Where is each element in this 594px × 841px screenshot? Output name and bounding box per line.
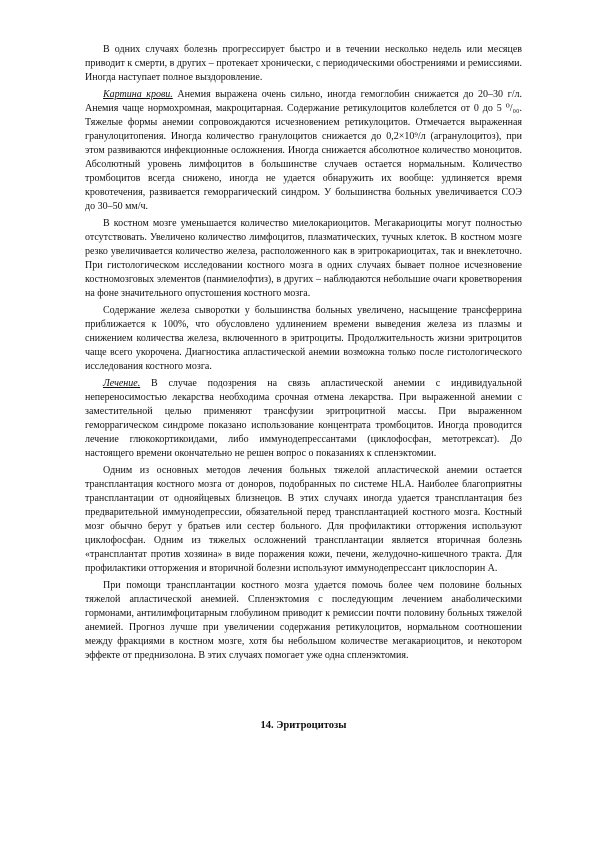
paragraph-blood-picture [85,88,522,214]
body-text [85,43,522,666]
section-heading: 14. Эритроцитозы [260,720,347,731]
paragraph-treatment [85,377,522,461]
paragraph-text: В костном мозге уменьшается количество миелокариоцитов. Мегакариоциты могут полностью отсутствовать. Увеличено количество лимфоцитов, плазматических, тучных клеток. В костном мозге резко увеличивается количество железа, расположенного как в эритрокариоцитах, так и внеклеточно. При гистологическом исследовании костного мозга в одних случаях бывает полное исчезновение костномозговых элементов (панмиелофтиз), в других – наблюдаются небольшие очаги кроветворения на фоне значительного опустошения костного мозга. [85,218,522,299]
paragraph-text: В случае подозрения на связь апластической анемии с индивидуальной непереносимостью лекарства необходима срочная отмена лекарства. При выраженной анемии с заместительной целью применяют трансфузии эритроцитной массы. При выраженном геморрагическом синдроме показано использование концентрата тромбоцитов. Иногда проводится лечение глюкокортикоидами, либо иммунодепрессантами (циклофосфан, метотрексат). До настоящего времени окончательно не решен вопрос о показаниях к спленэктомии. [85,378,522,459]
paragraph-text: Одним из основных методов лечения больных тяжелой апластической анемии остается трансплантация костного мозга от доноров, подобранных по системе HLA. Наиболее благоприятны трансплантации от однояйцевых близнецов. В этих случаях иногда удается трансплантация без предварительной иммунодепрессии, обязательной перед трансплантацией костного мозга. Костный мозг обычно берут у братьев или сестер больного. Для профилактики отторжения используют циклофосфан. Одним из тяжелых осложнений трансплантации является вторичная болезнь «трансплантат против хозяина» в виде поражения кожи, печени, желудочно-кишечного тракта. Для профилактики отторжения и вторичной болезни используют иммунодепрессант циклоспорин А. [85,465,522,574]
paragraph-lead-heading: Лечение. [103,378,141,389]
paragraph-bone-marrow [85,217,522,301]
paragraph-text: Анемия выражена очень сильно, иногда гемоглобин снижается до 20–30 г/л. Анемия чаще нормохромная, макроцитарная. Содержание ретикулоцитов колеблется от 0 до 5 ⁰/₀₀. Тяжелые формы анемии сопровождаются исчезновением ретикулоцитов. Отмечается выраженная гранулоцитопения. Иногда количество гранулоцитов снижается до 0,2×10⁹/л (агранулоцитоз), при этом развиваются инфекционные осложнения. Иногда снижается абсолютное количество моноцитов. Абсолютный уровень лимфоцитов в большинстве случаев остается нормальным. Количество тромбоцитов всегда снижено, иногда не удается обнаружить их вообще: удлиняется время кровотечения, развивается геморрагический синдром. У большинства больных увеличивается СОЭ до 30–50 мм/ч. [85,89,522,212]
paragraph-prognosis [85,579,522,663]
paragraph-serum-iron [85,304,522,374]
paragraph-transplantation [85,464,522,576]
paragraph-lead-heading: Картина крови. [103,89,173,100]
paragraph-text: Содержание железа сыворотки у большинства больных увеличено, насыщение трансферрина приближается к 100%, что обусловлено удлинением времени выведения железа из плазмы и снижением количества железа, включенного в эритроциты. Продолжительность жизни эритроцитов чаще всего укорочена. Диагностика апластической анемии возможна только после гистологического исследования костного мозга. [85,305,522,372]
paragraph-course [85,43,522,85]
paragraph-text: В одних случаях болезнь прогрессирует быстро и в течении несколько недель или месяцев приводит к смерти, в других – протекает хронически, с периодическими обострениями и ремиссиями. Иногда наступает полное выздоровление. [85,44,522,83]
paragraph-text: При помощи трансплантации костного мозга удается помочь более чем половине больных тяжелой апластической анемией. Спленэктомия с последующим лечением анаболическими гормонами, антилимфоцитарным глобулином приводит к ремиссии почти половину больных тяжелой анемией. Прогноз лучше при увеличении содержания ретикулоцитов, нормальном соотношении между фракциями в костном мозге, хотя бы небольшом количестве мегакариоцитов, и некотором эффекте от преднизолона. В этих случаях помогает уже одна спленэктомия. [85,580,522,661]
